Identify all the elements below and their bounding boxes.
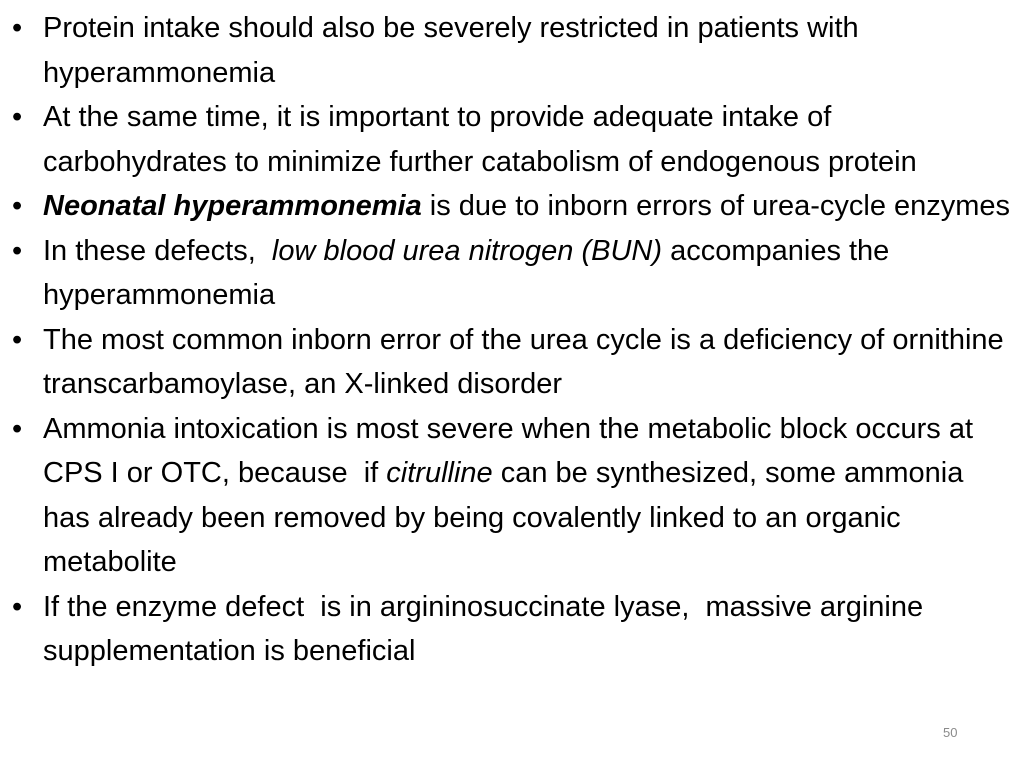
bullet-item-neonatal-hyperammonemia [10, 184, 1018, 229]
bullet-glyph: • [12, 234, 23, 267]
bullet-emphasis: citrulline [386, 457, 493, 489]
bullet-item-low-bun [10, 229, 1018, 318]
bullet-text: accompanies the hyperammonemia [43, 234, 890, 311]
bullet-item-otc-deficiency [10, 318, 1018, 407]
bullet-text: The most common inborn error of the urea cycle is a deficiency of ornithine transcarbamoylase, an X-linked disorder [43, 323, 1004, 400]
bullet-text: Protein intake should also be severely restricted in patients with hyperammonemia [43, 12, 859, 89]
bullet-text: At the same time, it is important to provide adequate intake of carbohydrates to minimize further catabolism of endogenous protein [43, 101, 917, 178]
bullet-glyph: • [12, 12, 23, 44]
bullet-glyph: • [12, 323, 23, 356]
bullet-text: can be synthesized, some ammonia has already been removed by being covalently linked to an organic metabolite [43, 457, 964, 578]
bullet-lead-text: In these defects, [43, 234, 272, 267]
bullet-text: If the enzyme defect is in argininosuccinate lyase, massive arginine supplementation is beneficial [43, 590, 932, 667]
bullet-item-protein-intake [10, 6, 1018, 95]
bullet-lead-text: Ammonia intoxication is most severe when the metabolic block occurs at CPS I or OTC, because if [43, 412, 982, 489]
page-number: 50 [943, 725, 958, 740]
bullet-item-argininosuccinate-lyase [10, 585, 1018, 674]
bullet-item-carbohydrates [10, 95, 1018, 184]
bullet-item-ammonia-intoxication [10, 407, 1018, 585]
bullet-glyph: • [12, 412, 23, 445]
bullet-glyph: • [12, 101, 23, 133]
bullet-list [10, 6, 1018, 674]
bullet-emphasis: Neonatal hyperammonemia [43, 190, 422, 222]
bullet-emphasis: low blood urea nitrogen (BUN) [271, 234, 663, 267]
bullet-glyph: • [12, 590, 23, 623]
bullet-glyph: • [12, 190, 23, 222]
bullet-text: is due to inborn errors of urea-cycle enzymes [421, 190, 1011, 222]
